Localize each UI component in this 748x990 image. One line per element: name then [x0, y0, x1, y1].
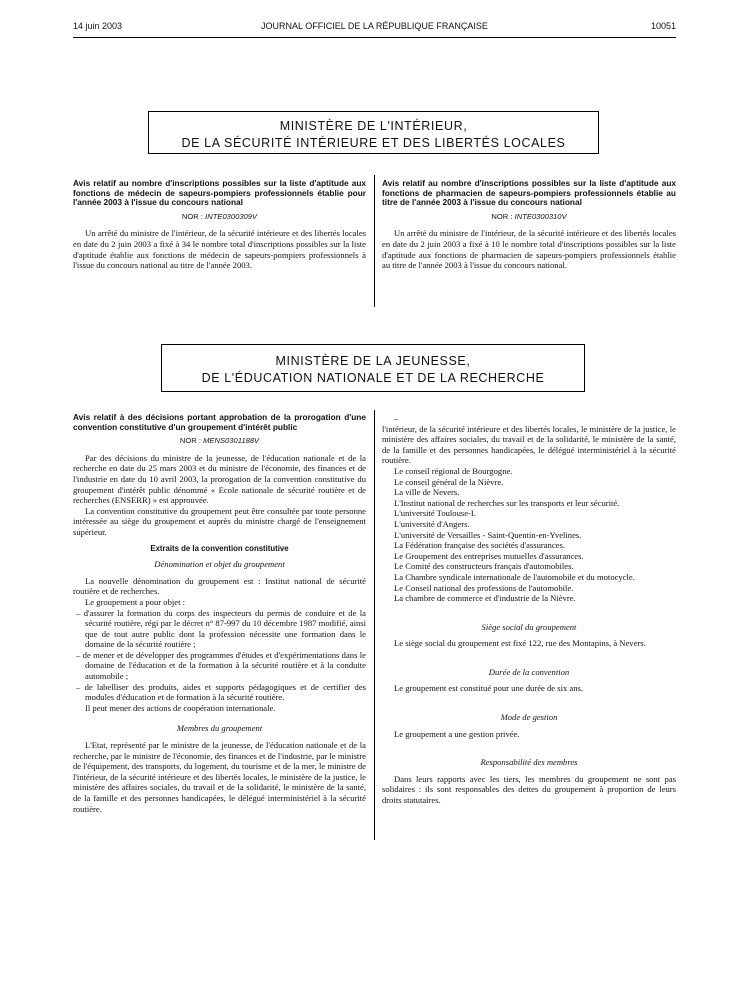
paragraph-denomination: La nouvelle dénomination du groupement est : Institut national de sécurité routière et de recherches. — [73, 575, 366, 597]
paragraph-cooperation: Il peut mener des actions de coopération internationale. — [85, 702, 276, 713]
nor-label: NOR : — [491, 211, 513, 221]
list-item: Le Groupement des entreprises mutuelles d'assurances. — [394, 550, 584, 561]
column-divider — [374, 175, 375, 307]
ministry-education-heading — [161, 344, 585, 392]
avis-body: Un arrêté du ministre de l'intérieur, de la sécurité intérieure et des libertés locales en date du 2 juin 2003 a fixé à 34 le nombre total d'inscriptions possibles sur la liste d'aptitude établie aux fonctions de médecin de sapeurs-pompiers professionnels à l'issue du concours national au titre de l'année 2003. — [73, 228, 366, 271]
list-item: Le Comité des constructeurs français d'automobiles. — [394, 561, 574, 572]
ministry-title-line2: DE LA SÉCURITÉ INTÉRIEURE ET DES LIBERTÉS LOCALES — [181, 136, 566, 150]
list-item: Le Conseil national des professions de l'automobile. — [394, 582, 574, 593]
section-gestion: Mode de gestion — [500, 712, 558, 723]
section-membres: Membres du groupement — [176, 723, 263, 734]
paragraph-membres-etat: L'Etat, représenté par le ministre de la jeunesse, de l'éducation nationale et de la recherche, par le ministre de l'économie, des finances et de l'industrie, par le ministre de l'équipement, des transports, du logement, du tourisme et de la mer, le ministre de l'intérieur, de la sécurité intérieure et des libertés locales, le ministère de la justice, le ministère des affaires sociales, du travail et de la solidarité, le ministère de la santé, de la famille et des personnes handicapées, le délégué interministériel à la sécurité routière. — [73, 740, 366, 814]
paragraph-consultation: La convention constitutive du groupement peut être consultée par toute personne intéressée au siège du groupement et auprès du ministre chargé de l'enseignement supérieur. — [73, 505, 366, 537]
nor-label: NOR : — [181, 211, 204, 221]
nor-code: INTE0300309V — [205, 211, 258, 221]
nor-code: MENS0301188V — [203, 436, 260, 446]
column-divider — [374, 410, 375, 840]
members-list — [382, 466, 676, 604]
avis-medecin — [73, 179, 366, 271]
list-item: L'université Toulouse-I. — [394, 508, 476, 519]
journal-title: JOURNAL OFFICIEL DE LA RÉPUBLIQUE FRANÇAISE — [261, 21, 488, 31]
paragraph-gestion: Le groupement a une gestion privée. — [394, 728, 520, 739]
ministry-title-line1: MINISTÈRE DE L'INTÉRIEUR, — [279, 119, 468, 133]
avis-body: Un arrêté du ministre de l'intérieur, de la sécurité intérieure et des libertés locales en date du 2 juin 2003 a fixé à 10 le nombre total d'inscriptions possibles sur la liste d'aptitude aux fonctions de pharmacien de sapeurs-pompiers professionnels établie au titre de l'année 2003 à l'issue du concours national. — [382, 228, 676, 271]
page-number: 10051 — [650, 21, 676, 31]
nor-label: NOR : — [179, 436, 201, 446]
issue-date: 14 juin 2003 — [73, 21, 123, 31]
nor-reference — [382, 212, 676, 223]
paragraph-responsabilite: Dans leurs rapports avec les tiers, les membres du groupement ne sont pas solidaires : ils sont responsables des dettes du groupement à proportion de leurs droits statutaires. — [382, 773, 676, 806]
list-item: – d'assurer la formation du corps des inspecteurs du permis de conduire et de la sécurité routière, régi par le décret n° 87-997 du 10 décembre 1987 modifié, ainsi que de tout autre public dont la profession nécessite une formation dans le domaine de la sécurité routière ; — [73, 608, 366, 650]
section-denomination: Dénomination et objet du groupement — [154, 559, 285, 570]
avis-title: Avis relatif à des décisions portant approbation de la prorogation d'une convention constitutive d'un groupement d'intérêt public — [73, 412, 366, 432]
avis-pharmacien — [382, 179, 676, 271]
list-item — [382, 413, 676, 424]
avis-gip-right — [382, 413, 676, 806]
paragraph-duree: Le groupement est constitué pour une durée de six ans. — [394, 683, 584, 694]
list-item: La ville de Nevers. — [394, 487, 460, 498]
list-item: La chambre de commerce et d'industrie de la Nièvre. — [394, 593, 576, 604]
list-item: Le conseil général de la Nièvre. — [394, 476, 504, 487]
list-item: La Chambre syndicale internationale de l'automobile et du motocycle. — [394, 571, 635, 582]
paragraph-objet-intro: Le groupement a pour objet : — [85, 596, 185, 607]
list-item: L'Institut national de recherches sur les transports et leur sécurité. — [394, 497, 620, 508]
ministry-title-line2: DE L'ÉDUCATION NATIONALE ET DE LA RECHERCHE — [201, 371, 545, 385]
section-responsabilite: Responsabilité des membres — [480, 757, 578, 768]
running-header — [73, 21, 676, 35]
paragraph-siege: Le siège social du groupement est fixé 122, rue des Montapins, à Nevers. — [394, 638, 646, 649]
list-item: La Fédération française des sociétés d'assurances. — [394, 540, 565, 551]
header-rule — [73, 37, 676, 38]
nor-reference — [73, 212, 366, 223]
list-item: L'université de Versailles - Saint-Quentin-en-Yvelines. — [394, 529, 582, 540]
avis-title: Avis relatif au nombre d'inscriptions possibles sur la liste d'aptitude aux fonctions de pharmacien de sapeurs-pompiers professionnels établie au titre de l'année 2003 à l'issue du concours national — [382, 178, 676, 208]
list-item: L'université d'Angers. — [394, 518, 470, 529]
members-list — [382, 413, 676, 424]
membres-etat-tail: l'intérieur, de la sécurité intérieure et des libertés locales, le ministère de la justice, le ministère des affaires sociales, du travail et de la solidarité, le ministère de la santé, de la famille et des personnes handicapées, le délégué interministériel à la sécurité routière. — [382, 423, 676, 466]
ministry-title-line1: MINISTÈRE DE LA JEUNESSE, — [275, 354, 471, 368]
extract-title: Extraits de la convention constitutive — [150, 543, 289, 553]
avis-gip-left — [73, 412, 366, 814]
section-siege: Siège social du groupement — [481, 621, 577, 632]
ministry-interior-heading — [148, 111, 599, 154]
section-duree: Durée de la convention — [488, 666, 570, 677]
paragraph-decisions: Par des décisions du ministre de la jeunesse, de l'éducation nationale et de la recherche en date du 25 mars 2003 et du ministre de l'économie, des finances et de l'industrie en date du 10 avril 2003, la prorogation de la convention constitutive du groupement d'intérêt public dénommé « Ecole nationale de sécurité routière et de recherches (ENSERR) » est approuvée. — [73, 452, 366, 506]
list-item: – de mener et de développer des programmes d'études et d'expérimentations dans le domaine de l'éducation et de la formation à la sécurité routière et à la conduite automobile ; — [73, 650, 366, 682]
avis-title: Avis relatif au nombre d'inscriptions possibles sur la liste d'aptitude aux fonctions de médecin de sapeurs-pompiers professionnels établie pour l'année 2003 à l'issue du concours national — [73, 178, 366, 208]
nor-reference — [73, 436, 366, 447]
list-item: – de labelliser des produits, aides et supports pédagogiques et de certifier des modules d'éducation et de formation à la sécurité routière. — [73, 682, 366, 703]
list-item: Le conseil régional de Bourgogne. — [394, 465, 513, 476]
objects-list — [73, 608, 366, 703]
nor-code: INTE0300310V — [514, 211, 567, 221]
